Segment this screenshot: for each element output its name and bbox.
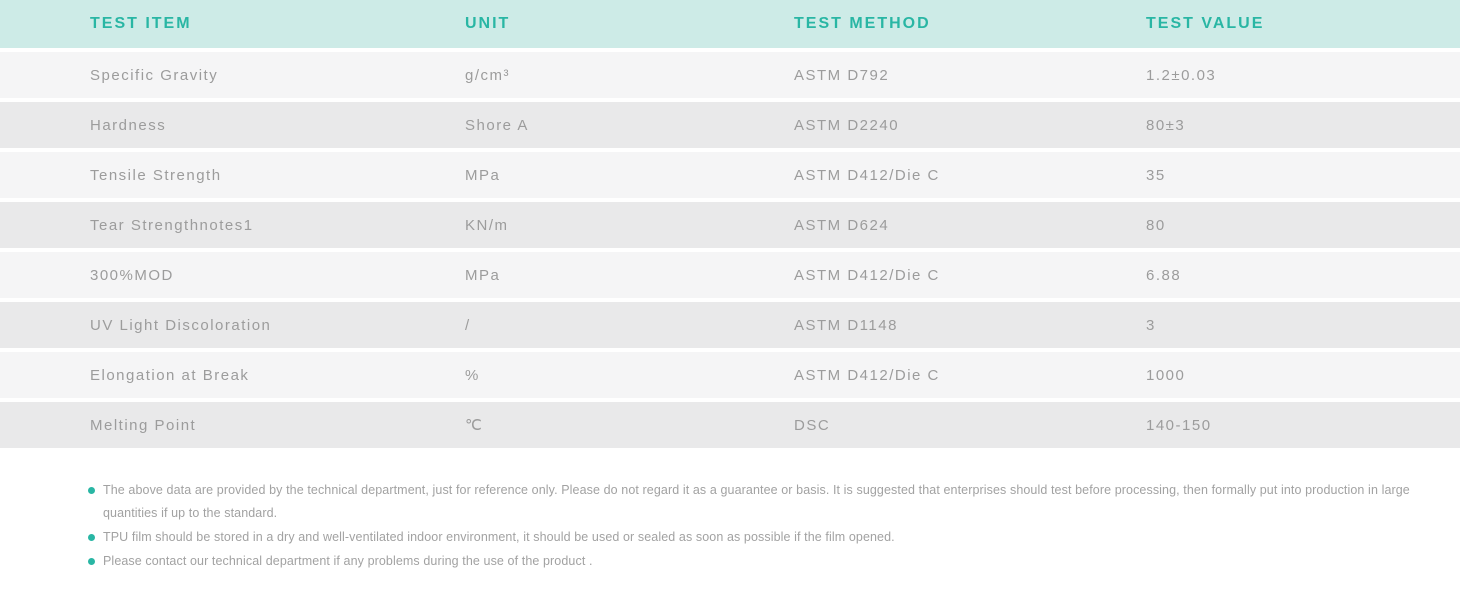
bullet-icon [88, 534, 95, 541]
notes-section [88, 479, 1450, 573]
note-text: Please contact our technical department if any problems during the use of the product . [103, 554, 593, 568]
cell-test-method: ASTM D412/Die C [794, 366, 940, 384]
cell-unit: MPa [465, 166, 501, 184]
cell-unit: MPa [465, 266, 501, 284]
cell-unit: ℃ [465, 417, 484, 434]
cell-test-value: 6.88 [1146, 266, 1182, 284]
cell-test-method: ASTM D792 [794, 66, 890, 84]
cell-test-item: Tensile Strength [90, 166, 222, 184]
table-row [0, 302, 1460, 348]
cell-test-value: 140-150 [1146, 416, 1212, 434]
table-row [0, 252, 1460, 298]
cell-test-value: 3 [1146, 316, 1156, 334]
cell-test-item: UV Light Discoloration [90, 316, 272, 334]
table-row [0, 52, 1460, 98]
cell-test-method: ASTM D412/Die C [794, 166, 940, 184]
cell-test-value: 80 [1146, 216, 1166, 234]
column-header-test-method: TEST METHOD [794, 15, 931, 32]
cell-test-method: ASTM D2240 [794, 116, 900, 134]
column-header-test-value: TEST VALUE [1146, 15, 1265, 32]
cell-test-item: Specific Gravity [90, 66, 219, 84]
bullet-icon [88, 558, 95, 565]
bullet-icon [88, 487, 95, 494]
table-row [0, 352, 1460, 398]
note-item [88, 550, 1450, 573]
cell-test-method: ASTM D624 [794, 216, 890, 234]
cell-unit: / [465, 316, 471, 334]
cell-test-item: Hardness [90, 116, 167, 134]
cell-test-value: 35 [1146, 166, 1166, 184]
cell-test-method: ASTM D412/Die C [794, 266, 940, 284]
table-row [0, 152, 1460, 198]
cell-unit: g/cm³ [465, 66, 510, 84]
cell-unit: KN/m [465, 216, 509, 234]
table-row [0, 102, 1460, 148]
note-item [88, 526, 1450, 549]
cell-unit: % [465, 366, 480, 384]
column-header-test-item: TEST ITEM [90, 15, 192, 32]
cell-test-value: 1.2±0.03 [1146, 66, 1217, 84]
cell-unit: Shore A [465, 116, 529, 134]
column-header-unit: UNIT [465, 15, 511, 32]
cell-test-item: Elongation at Break [90, 366, 250, 384]
table-row [0, 402, 1460, 448]
note-text: TPU film should be stored in a dry and well-ventilated indoor environment, it should be used or sealed as soon as possible if the film opened. [103, 530, 895, 544]
table-header-row [0, 0, 1460, 48]
cell-test-item: Tear Strengthnotes1 [90, 216, 254, 234]
cell-test-method: DSC [794, 416, 831, 434]
cell-test-item: 300%MOD [90, 266, 174, 284]
note-text: The above data are provided by the technical department, just for reference only. Please do not regard it as a guarantee or basis. It is suggested that enterprises should test before processing, then formally put into production in large quantities if up to the standard. [103, 483, 1410, 520]
cell-test-value: 80±3 [1146, 116, 1186, 134]
note-item [88, 479, 1450, 525]
cell-test-value: 1000 [1146, 366, 1186, 384]
cell-test-item: Melting Point [90, 416, 197, 434]
table-row [0, 202, 1460, 248]
cell-test-method: ASTM D1148 [794, 316, 898, 334]
